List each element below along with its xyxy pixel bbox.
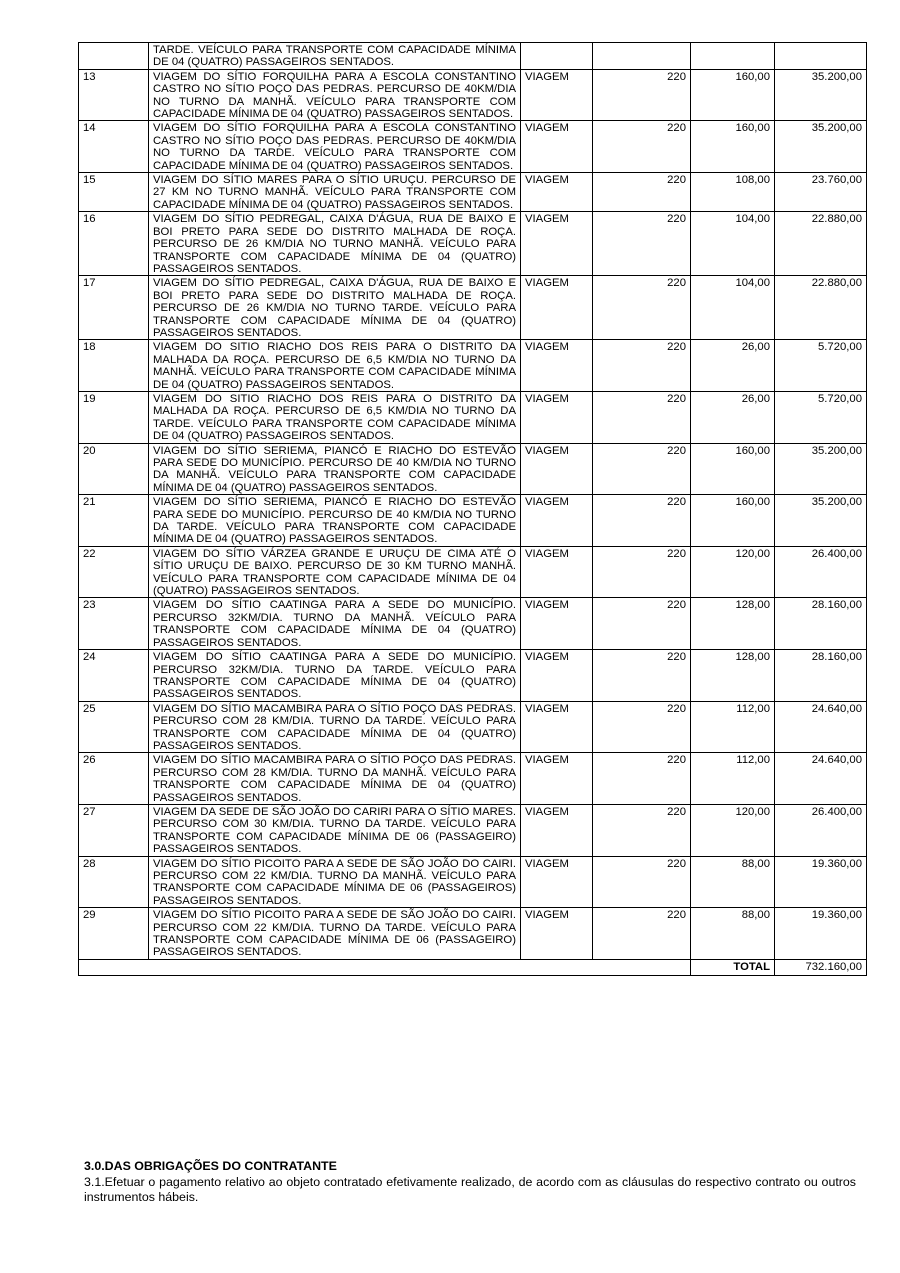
item-number: 13: [79, 69, 149, 121]
table-row: [79, 443, 867, 495]
item-unit-price: 120,00: [691, 546, 775, 598]
item-unit: VIAGEM: [521, 340, 593, 392]
table-row: [79, 212, 867, 276]
item-unit-price: 160,00: [691, 69, 775, 121]
item-unit: VIAGEM: [521, 753, 593, 805]
item-total: 28.160,00: [775, 650, 867, 702]
item-total: 19.360,00: [775, 856, 867, 908]
table-row: [79, 276, 867, 340]
item-number: 20: [79, 443, 149, 495]
items-table: [78, 42, 867, 976]
item-unit-price: 112,00: [691, 753, 775, 805]
item-quantity: 220: [593, 443, 691, 495]
item-description: VIAGEM DO SÍTIO SERIEMA, PIANCÓ E RIACHO DO ESTEVÃO PARA SEDE DO MUNICÍPIO. PERCURSO DE 40 KM/DIA NO TURNO DA MANHÃ. VEÍCULO PARA TRANSPORTE COM CAPACIDADE MÍNIMA DE 04 (QUATRO) PASSAGEIROS SENTADOS.: [149, 443, 521, 495]
item-total: 23.760,00: [775, 173, 867, 212]
item-number: 29: [79, 908, 149, 960]
item-total: 24.640,00: [775, 701, 867, 753]
item-quantity: 220: [593, 340, 691, 392]
item-unit-price: 26,00: [691, 391, 775, 443]
item-quantity: 220: [593, 69, 691, 121]
item-number: 17: [79, 276, 149, 340]
item-description: VIAGEM DO SÍTIO PEDREGAL, CAIXA D'ÁGUA, RUA DE BAIXO E BOI PRETO PARA SEDE DO DISTRITO MALHADA DE ROÇA. PERCURSO DE 26 KM/DIA NO TURNO MANHÃ. VEÍCULO PARA TRANSPORTE COM CAPACIDADE MÍNIMA DE 04 (QUATRO) PASSAGEIROS SENTADOS.: [149, 212, 521, 276]
item-number: 21: [79, 495, 149, 547]
item-number: 19: [79, 391, 149, 443]
item-unit: VIAGEM: [521, 701, 593, 753]
item-quantity: 220: [593, 650, 691, 702]
item-unit-price: 128,00: [691, 598, 775, 650]
item-description: VIAGEM DO SÍTIO PEDREGAL, CAIXA D'ÁGUA, RUA DE BAIXO E BOI PRETO PARA SEDE DO DISTRITO MALHADA DE ROÇA. PERCURSO DE 26 KM/DIA NO TURNO TARDE. VEÍCULO PARA TRANSPORTE COM CAPACIDADE MÍNIMA DE 04 (QUATRO) PASSAGEIROS SENTADOS.: [149, 276, 521, 340]
table-row: [79, 173, 867, 212]
item-unit: VIAGEM: [521, 69, 593, 121]
item-unit-price: 104,00: [691, 212, 775, 276]
item-description: TARDE. VEÍCULO PARA TRANSPORTE COM CAPACIDADE MÍNIMA DE 04 (QUATRO) PASSAGEIROS SENTADOS.: [149, 43, 521, 70]
item-number: 15: [79, 173, 149, 212]
table-row: [79, 391, 867, 443]
section-title: 3.0.DAS OBRIGAÇÕES DO CONTRATANTE: [84, 1159, 337, 1173]
item-number: 26: [79, 753, 149, 805]
item-quantity: 220: [593, 598, 691, 650]
item-unit-price: 88,00: [691, 908, 775, 960]
item-unit: VIAGEM: [521, 212, 593, 276]
table-row: [79, 908, 867, 960]
item-quantity: 220: [593, 391, 691, 443]
item-unit: VIAGEM: [521, 598, 593, 650]
item-unit-price: [691, 43, 775, 70]
item-total: 35.200,00: [775, 121, 867, 173]
item-unit: VIAGEM: [521, 804, 593, 856]
item-unit: VIAGEM: [521, 546, 593, 598]
item-unit: VIAGEM: [521, 443, 593, 495]
item-quantity: 220: [593, 908, 691, 960]
item-description: VIAGEM DO SITIO RIACHO DOS REIS PARA O DISTRITO DA MALHADA DA ROÇA. PERCURSO DE 6,5 KM/DIA NO TURNO DA MANHÃ. VEÍCULO PARA TRANSPORTE COM CAPACIDADE MÍNIMA DE 04 (QUATRO) PASSAGEIROS SENTADOS.: [149, 340, 521, 392]
items-table-body: [79, 43, 867, 960]
item-total: 28.160,00: [775, 598, 867, 650]
item-description: VIAGEM DA SEDE DE SÃO JOÃO DO CARIRI PARA O SÍTIO MARES. PERCURSO COM 30 KM/DIA. TURNO DA TARDE. VEÍCULO PARA TRANSPORTE COM CAPACIDADE MÍNIMA DE 06 (PASSAGEIRO) PASSAGEIROS SENTADOS.: [149, 804, 521, 856]
item-total: 19.360,00: [775, 908, 867, 960]
item-unit-price: 108,00: [691, 173, 775, 212]
item-quantity: 220: [593, 212, 691, 276]
item-total: [775, 43, 867, 70]
item-number: 25: [79, 701, 149, 753]
item-quantity: 220: [593, 495, 691, 547]
table-row: [79, 650, 867, 702]
item-total: 22.880,00: [775, 212, 867, 276]
item-description: VIAGEM DO SÍTIO MARES PARA O SÍTIO URUÇU. PERCURSO DE 27 KM NO TURNO MANHÃ. VEÍCULO PARA TRANSPORTE COM CAPACIDADE MÍNIMA DE 04 (QUATRO) PASSAGEIROS SENTADOS.: [149, 173, 521, 212]
item-total: 22.880,00: [775, 276, 867, 340]
item-number: 22: [79, 546, 149, 598]
table-row: [79, 546, 867, 598]
item-unit-price: 160,00: [691, 495, 775, 547]
item-unit-price: 120,00: [691, 804, 775, 856]
item-number: 24: [79, 650, 149, 702]
table-row: [79, 598, 867, 650]
item-unit: VIAGEM: [521, 650, 593, 702]
item-description: VIAGEM DO SÍTIO CAATINGA PARA A SEDE DO MUNICÍPIO. PERCURSO 32KM/DIA. TURNO DA TARDE. VEÍCULO PARA TRANSPORTE COM CAPACIDADE MÍNIMA DE 04 (QUATRO) PASSAGEIROS SENTADOS.: [149, 650, 521, 702]
item-unit: VIAGEM: [521, 121, 593, 173]
item-unit: VIAGEM: [521, 908, 593, 960]
item-unit: VIAGEM: [521, 173, 593, 212]
item-number: 28: [79, 856, 149, 908]
item-description: VIAGEM DO SÍTIO MACAMBIRA PARA O SÍTIO POÇO DAS PEDRAS. PERCURSO COM 28 KM/DIA. TURNO DA MANHÃ. VEÍCULO PARA TRANSPORTE COM CAPACIDADE MÍNIMA DE 04 (QUATRO) PASSAGEIROS SENTADOS.: [149, 753, 521, 805]
total-label: TOTAL: [691, 959, 775, 975]
item-unit: [521, 43, 593, 70]
item-number: 14: [79, 121, 149, 173]
item-description: VIAGEM DO SITIO RIACHO DOS REIS PARA O DISTRITO DA MALHADA DA ROÇA. PERCURSO DE 6,5 KM/DIA NO TURNO DA TARDE. VEÍCULO PARA TRANSPORTE COM CAPACIDADE MÍNIMA DE 04 (QUATRO) PASSAGEIROS SENTADOS.: [149, 391, 521, 443]
item-unit-price: 112,00: [691, 701, 775, 753]
table-row: [79, 495, 867, 547]
table-row: [79, 69, 867, 121]
table-row: [79, 43, 867, 70]
item-unit-price: 128,00: [691, 650, 775, 702]
item-unit: VIAGEM: [521, 495, 593, 547]
item-quantity: 220: [593, 753, 691, 805]
item-number: 18: [79, 340, 149, 392]
item-quantity: 220: [593, 173, 691, 212]
item-total: 26.400,00: [775, 546, 867, 598]
item-description: VIAGEM DO SÍTIO PICOITO PARA A SEDE DE SÃO JOÃO DO CAIRI. PERCURSO COM 22 KM/DIA. TURNO DA TARDE. VEÍCULO PARA TRANSPORTE COM CAPACIDADE MÍNIMA DE 06 (PASSAGEIRO) PASSAGEIROS SENTADOS.: [149, 908, 521, 960]
item-total: 35.200,00: [775, 495, 867, 547]
item-number: [79, 43, 149, 70]
item-number: 27: [79, 804, 149, 856]
item-quantity: 220: [593, 121, 691, 173]
total-row-spacer: [79, 959, 691, 975]
item-quantity: 220: [593, 804, 691, 856]
item-quantity: [593, 43, 691, 70]
item-quantity: 220: [593, 701, 691, 753]
table-row: [79, 701, 867, 753]
item-number: 23: [79, 598, 149, 650]
item-total: 35.200,00: [775, 69, 867, 121]
item-description: VIAGEM DO SÍTIO VÁRZEA GRANDE E URUÇU DE CIMA ATÉ O SÍTIO URUÇU DE BAIXO. PERCURSO DE 30 KM TURNO MANHÃ. VEÍCULO PARA TRANSPORTE COM CAPACIDADE MÍNIMA DE 04 (QUATRO) PASSAGEIROS SENTADOS.: [149, 546, 521, 598]
item-quantity: 220: [593, 546, 691, 598]
item-number: 16: [79, 212, 149, 276]
total-row: [79, 959, 867, 975]
item-description: VIAGEM DO SÍTIO CAATINGA PARA A SEDE DO MUNICÍPIO. PERCURSO 32KM/DIA. TURNO DA MANHÃ. VEÍCULO PARA TRANSPORTE COM CAPACIDADE MÍNIMA DE 04 (QUATRO) PASSAGEIROS SENTADOS.: [149, 598, 521, 650]
item-quantity: 220: [593, 856, 691, 908]
item-description: VIAGEM DO SÍTIO PICOITO PARA A SEDE DE SÃO JOÃO DO CAIRI. PERCURSO COM 22 KM/DIA. TURNO DA MANHÃ. VEÍCULO PARA TRANSPORTE COM CAPACIDADE MÍNIMA DE 06 (PASSAGEIROS) PASSAGEIROS SENTADOS.: [149, 856, 521, 908]
item-unit-price: 104,00: [691, 276, 775, 340]
section-paragraph: 3.1.Efetuar o pagamento relativo ao objeto contratado efetivamente realizado, de acordo com as cláusulas do respectivo contrato ou outros instrumentos hábeis.: [84, 1175, 856, 1204]
item-unit-price: 160,00: [691, 121, 775, 173]
item-unit: VIAGEM: [521, 276, 593, 340]
item-total: 5.720,00: [775, 340, 867, 392]
item-description: VIAGEM DO SÍTIO FORQUILHA PARA A ESCOLA CONSTANTINO CASTRO NO SÍTIO POÇO DAS PEDRAS. PERCURSO DE 40KM/DIA NO TURNO DA MANHÃ. VEÍCULO PARA TRANSPORTE COM CAPACIDADE MÍNIMA DE 04 (QUATRO) PASSAGEIROS SENTADOS.: [149, 69, 521, 121]
table-row: [79, 804, 867, 856]
item-description: VIAGEM DO SÍTIO FORQUILHA PARA A ESCOLA CONSTANTINO CASTRO NO SÍTIO POÇO DAS PEDRAS. PERCURSO DE 40KM/DIA NO TURNO DA TARDE. VEÍCULO PARA TRANSPORTE COM CAPACIDADE MÍNIMA DE 04 (QUATRO) PASSAGEIROS SENTADOS.: [149, 121, 521, 173]
item-quantity: 220: [593, 276, 691, 340]
item-description: VIAGEM DO SÍTIO MACAMBIRA PARA O SÍTIO POÇO DAS PEDRAS. PERCURSO COM 28 KM/DIA. TURNO DA TARDE. VEÍCULO PARA TRANSPORTE COM CAPACIDADE MÍNIMA DE 04 (QUATRO) PASSAGEIROS SENTADOS.: [149, 701, 521, 753]
item-total: 35.200,00: [775, 443, 867, 495]
item-unit-price: 26,00: [691, 340, 775, 392]
table-row: [79, 340, 867, 392]
item-description: VIAGEM DO SÍTIO SERIEMA, PIANCÓ E RIACHO DO ESTEVÃO PARA SEDE DO MUNICÍPIO. PERCURSO DE 40 KM/DIA NO TURNO DA TARDE. VEÍCULO PARA TRANSPORTE COM CAPACIDADE MÍNIMA DE 04 (QUATRO) PASSAGEIROS SENTADOS.: [149, 495, 521, 547]
item-total: 24.640,00: [775, 753, 867, 805]
table-row: [79, 856, 867, 908]
item-unit: VIAGEM: [521, 391, 593, 443]
item-unit: VIAGEM: [521, 856, 593, 908]
table-row: [79, 121, 867, 173]
item-unit-price: 88,00: [691, 856, 775, 908]
table-row: [79, 753, 867, 805]
item-total: 5.720,00: [775, 391, 867, 443]
item-total: 26.400,00: [775, 804, 867, 856]
item-unit-price: 160,00: [691, 443, 775, 495]
total-value: 732.160,00: [775, 959, 867, 975]
